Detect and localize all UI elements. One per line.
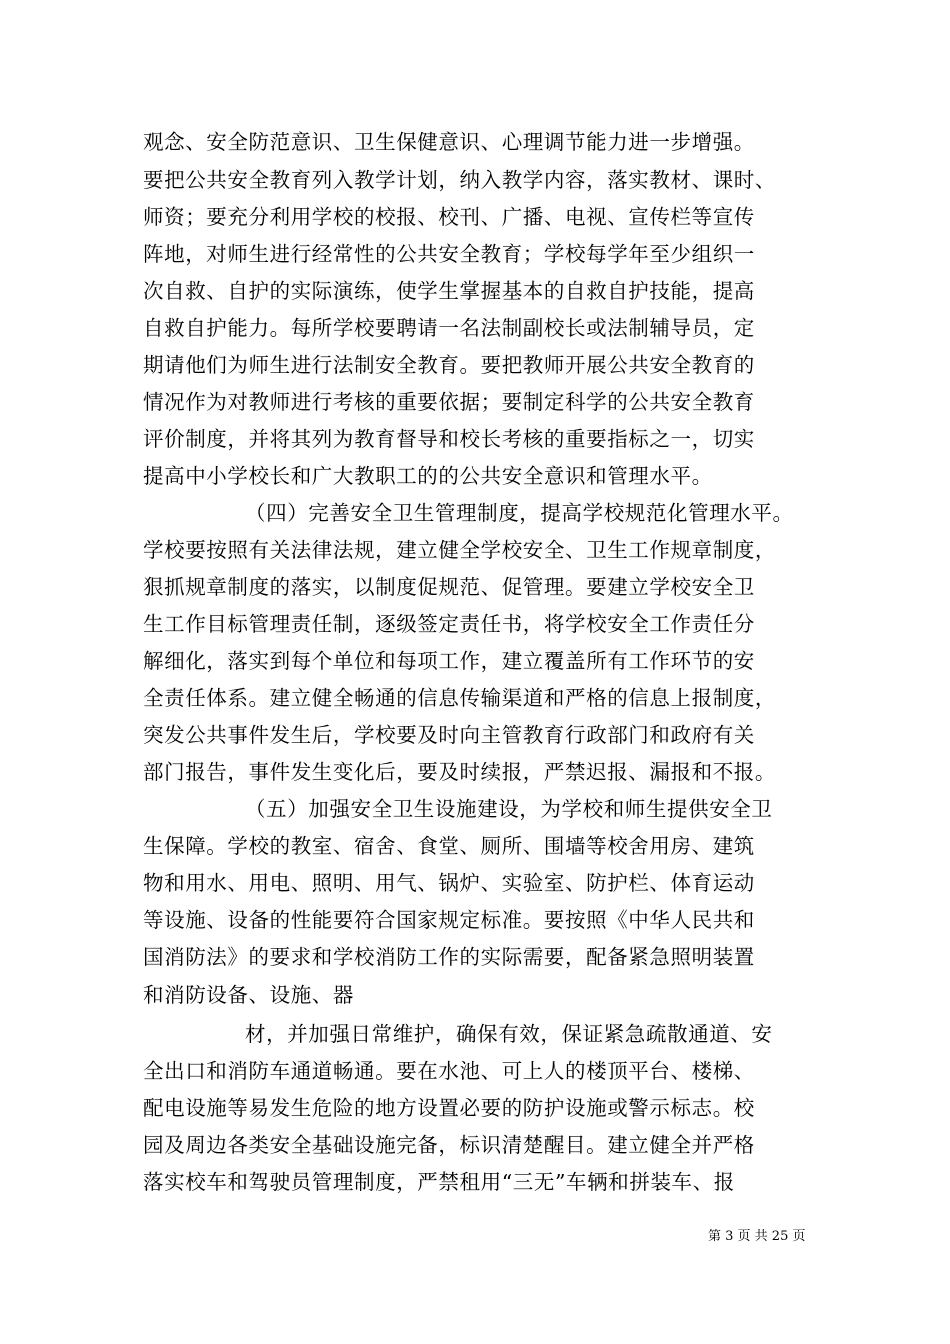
text-line: 阵地，对师生进行经常性的公共安全教育；学校每学年至少组织一 [143, 242, 755, 266]
text-line: 次自救、自护的实际演练，使学生掌握基本的自救自护技能，提高 [143, 279, 755, 303]
text-line: 自救自护能力。每所学校要聘请一名法制副校长或法制辅导员，定 [143, 316, 755, 340]
text-line: 学校要按照有关法律法规，建立健全学校安全、卫生工作规章制度， [143, 538, 776, 562]
text-line: 配电设施等易发生危险的地方设置必要的防护设施或警示标志。校 [143, 1096, 755, 1120]
text-line: 评价制度，并将其列为教育督导和校长考核的重要指标之一，切实 [143, 427, 755, 451]
text-line: 提高中小学校长和广大教职工的的公共安全意识和管理水平。 [143, 464, 713, 488]
section-heading-4: （四）完善安全卫生管理制度，提高学校规范化管理水平。 [245, 501, 794, 525]
page-number: 第 3 页 共 25 页 [708, 1229, 806, 1244]
text-line: 解细化，落实到每个单位和每项工作，建立覆盖所有工作环节的安 [143, 649, 755, 673]
text-line: 要把公共安全教育列入教学计划，纳入教学内容，落实教材、课时、 [143, 168, 776, 192]
text-line: 狠抓规章制度的落实，以制度促规范、促管理。要建立学校安全卫 [143, 575, 755, 599]
text-line: 生保障。学校的教室、宿舍、食堂、厕所、围墙等校舍用房、建筑 [143, 834, 755, 858]
text-line: 生工作目标管理责任制，逐级签定责任书，将学校安全工作责任分 [143, 612, 755, 636]
text-line: 部门报告，事件发生变化后，要及时续报，严禁迟报、漏报和不报。 [143, 760, 776, 784]
text-line: 观念、安全防范意识、卫生保健意识、心理调节能力进一步增强。 [143, 130, 755, 154]
text-line: 落实校车和驾驶员管理制度，严禁租用“三无”车辆和拼装车、报 [143, 1170, 735, 1194]
text-line: 物和用水、用电、照明、用气、锅炉、实验室、防护栏、体育运动 [143, 871, 755, 895]
text-line: 和消防设备、设施、器 [143, 983, 354, 1007]
text-line: 全责任体系。建立健全畅通的信息传输渠道和严格的信息上报制度， [143, 686, 776, 710]
section-heading-5: （五）加强安全卫生设施建设，为学校和师生提供安全卫 [245, 797, 773, 821]
text-line: 国消防法》的要求和学校消防工作的实际需要，配备紧急照明装置 [143, 945, 755, 969]
text-line: 等设施、设备的性能要符合国家规定标准。要按照《中华人民共和 [143, 908, 755, 932]
text-line: 园及周边各类安全基础设施完备，标识清楚醒目。建立健全并严格 [143, 1133, 755, 1157]
text-line: 突发公共事件发生后，学校要及时向主管教育行政部门和政府有关 [143, 723, 755, 747]
text-line: 全出口和消防车通道畅通。要在水池、可上人的楼顶平台、楼梯、 [143, 1059, 755, 1083]
text-line: 期请他们为师生进行法制安全教育。要把教师开展公共安全教育的 [143, 353, 755, 377]
text-line: 师资；要充分利用学校的校报、校刊、广播、电视、宣传栏等宣传 [143, 205, 755, 229]
text-line: 材，并加强日常维护，确保有效，保证紧急疏散通道、安 [245, 1022, 773, 1046]
text-line: 情况作为对教师进行考核的重要依据；要制定科学的公共安全教育 [143, 390, 755, 414]
